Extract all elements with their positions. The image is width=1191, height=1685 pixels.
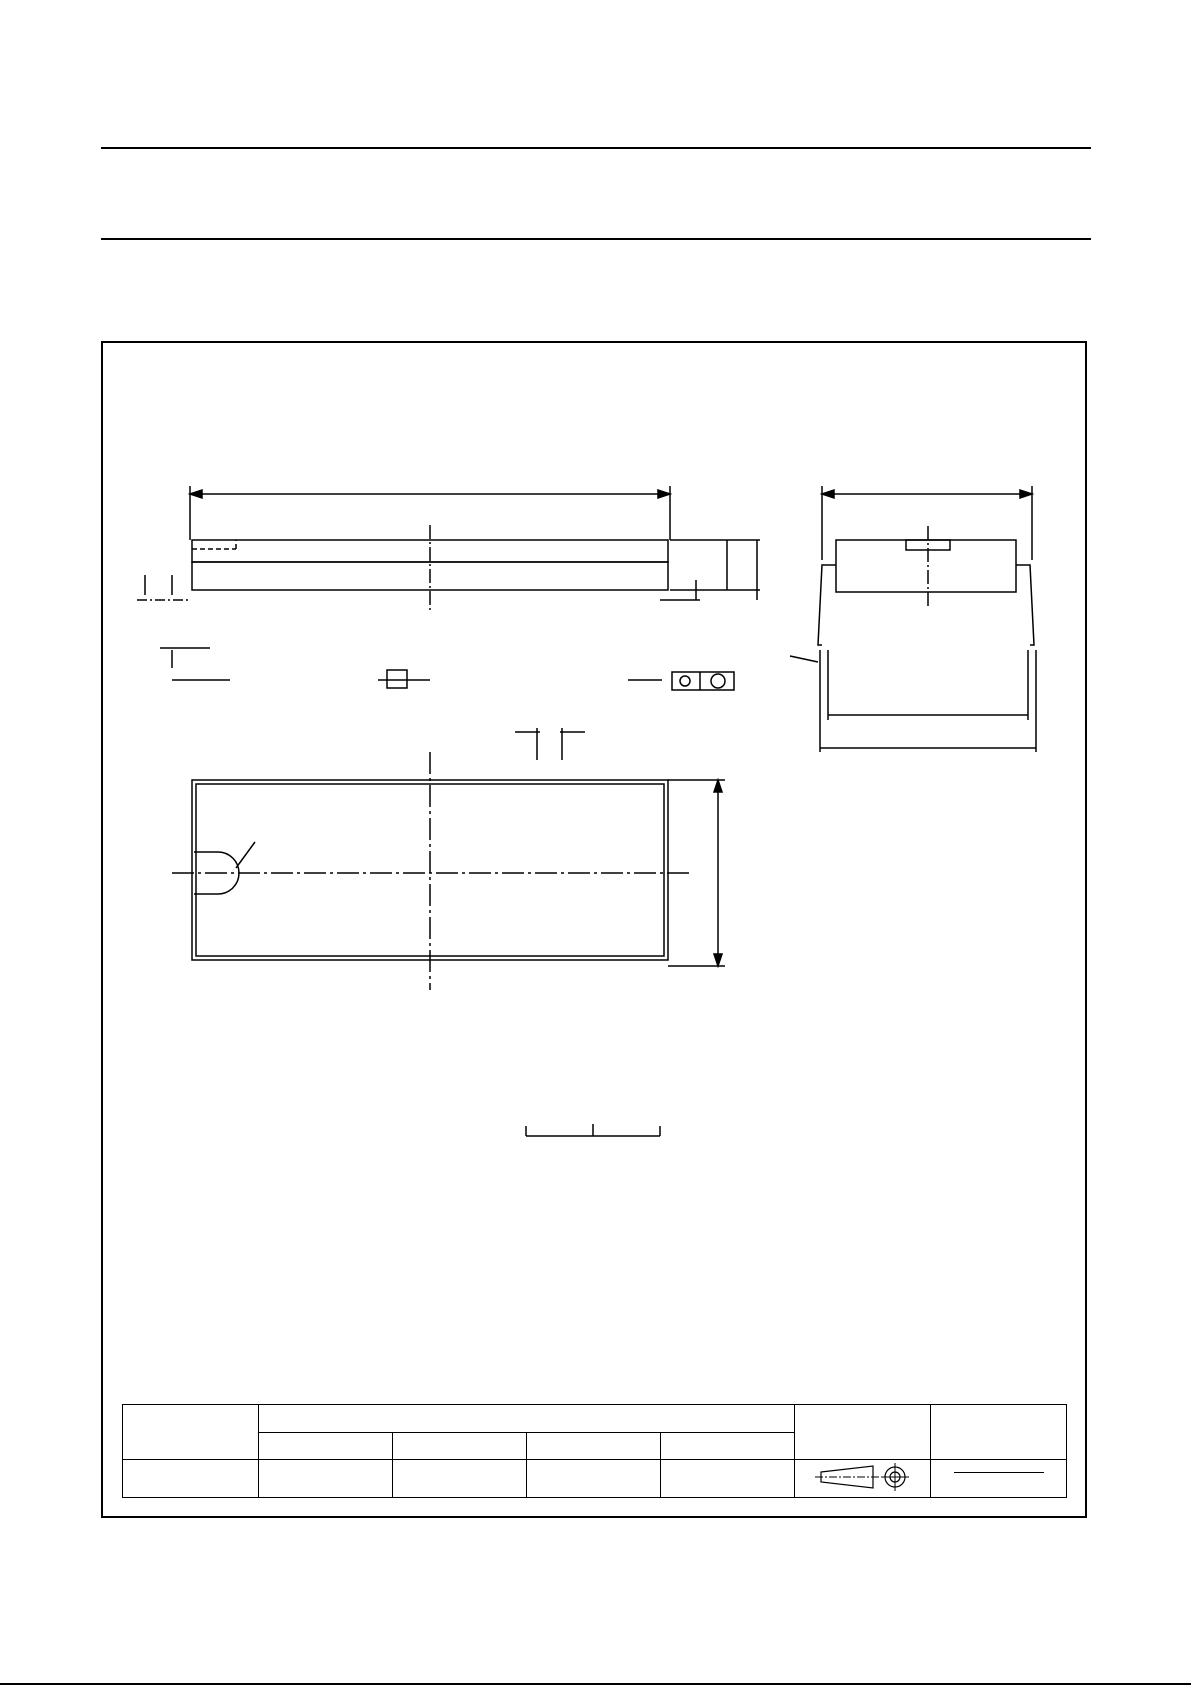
outline-cell bbox=[527, 1459, 661, 1497]
outline-subheader bbox=[393, 1433, 527, 1459]
outline-header-issue bbox=[931, 1405, 1067, 1460]
outline-header-references bbox=[259, 1405, 795, 1433]
outline-subheader bbox=[661, 1433, 795, 1459]
outline-header-version bbox=[123, 1405, 259, 1460]
outline-cell bbox=[661, 1459, 795, 1497]
projection-icon bbox=[795, 1459, 931, 1497]
outline-subheader bbox=[527, 1433, 661, 1459]
outline-cell bbox=[393, 1459, 527, 1497]
outline-cell bbox=[259, 1459, 393, 1497]
dimension-table bbox=[122, 1202, 1067, 1330]
issue-date-cell bbox=[931, 1459, 1067, 1497]
outline-header-projection bbox=[795, 1405, 931, 1460]
outline-version-table bbox=[122, 1404, 1067, 1498]
outline-subheader bbox=[259, 1433, 393, 1459]
package-body-side bbox=[836, 540, 1016, 592]
outline-cell bbox=[123, 1459, 259, 1497]
